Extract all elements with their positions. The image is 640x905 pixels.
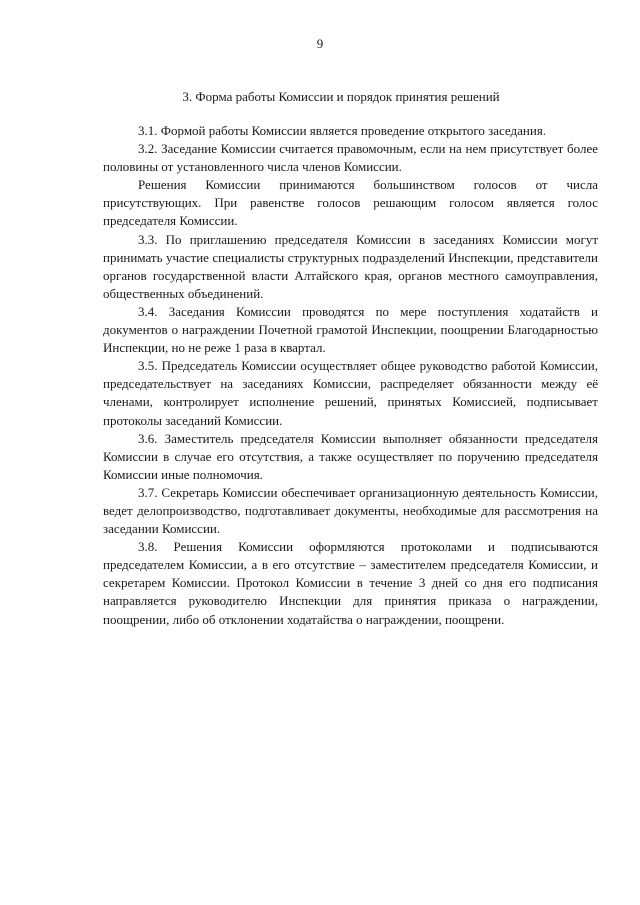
page-number: 9 <box>316 36 324 51</box>
paragraph-3-7: 3.7. Секретарь Комиссии обеспечивает организационную деятельность Комиссии, ведет делопроизводство, подготавливает документы, необходимые для рассмотрения на заседании Комиссии. <box>103 484 598 537</box>
paragraph-decisions: Решения Комиссии принимаются большинством голосов от числа присутствующих. При равенстве голосов решающим голосом является голос председателя Комиссии. <box>103 177 598 229</box>
paragraph-3-1: 3.1. Формой работы Комиссии является проведение открытого заседания. <box>138 123 547 138</box>
paragraph-3-6: 3.6. Заместитель председателя Комиссии выполняет обязанности председателя Комиссии в случае его отсутствия, а также осуществляет по поручению председателя Комиссии иные полномочия. <box>103 430 598 482</box>
paragraph-3-3: 3.3. По приглашению председателя Комиссии в заседаниях Комиссии могут принимать участие специалисты структурных подразделений Инспекции, представители органов государственной власти Алтайского края, органов местного самоуправления, общественных объединений. <box>103 231 598 301</box>
body-text <box>103 122 598 629</box>
paragraph-3-4: 3.4. Заседания Комиссии проводятся по мере поступления ходатайств и документов о награждении Почетной грамотой Инспекции, поощрении Благодарностью Инспекции, но не реже 1 раза в квартал. <box>103 303 598 356</box>
section-title: 3. Форма работы Комиссии и порядок принятия решений <box>182 89 500 104</box>
paragraph-3-2: 3.2. Заседание Комиссии считается правомочным, если на нем присутствует более половины от установленного числа членов Комиссии. <box>103 141 598 175</box>
paragraph-3-8: 3.8. Решения Комиссии оформляются протоколами и подписываются председателем Комиссии, а в его отсутствие – заместителем председателя Комиссии, и секретарем Комиссии. Протокол Комиссии в течение 3 дней со дня его подписания направляется руководителю Инспекции для принятия приказа о награждении, поощрении, либо об отклонении ходатайства о награждении, поощрени. <box>103 539 598 627</box>
paragraph-3-5: 3.5. Председатель Комиссии осуществляет общее руководство работой Комиссии, председательствует на заседаниях Комиссии, распределяет обязанности между её членами, контролирует исполнение решений, принятых Комиссией, подписывает протоколы заседаний Комиссии. <box>103 358 598 428</box>
